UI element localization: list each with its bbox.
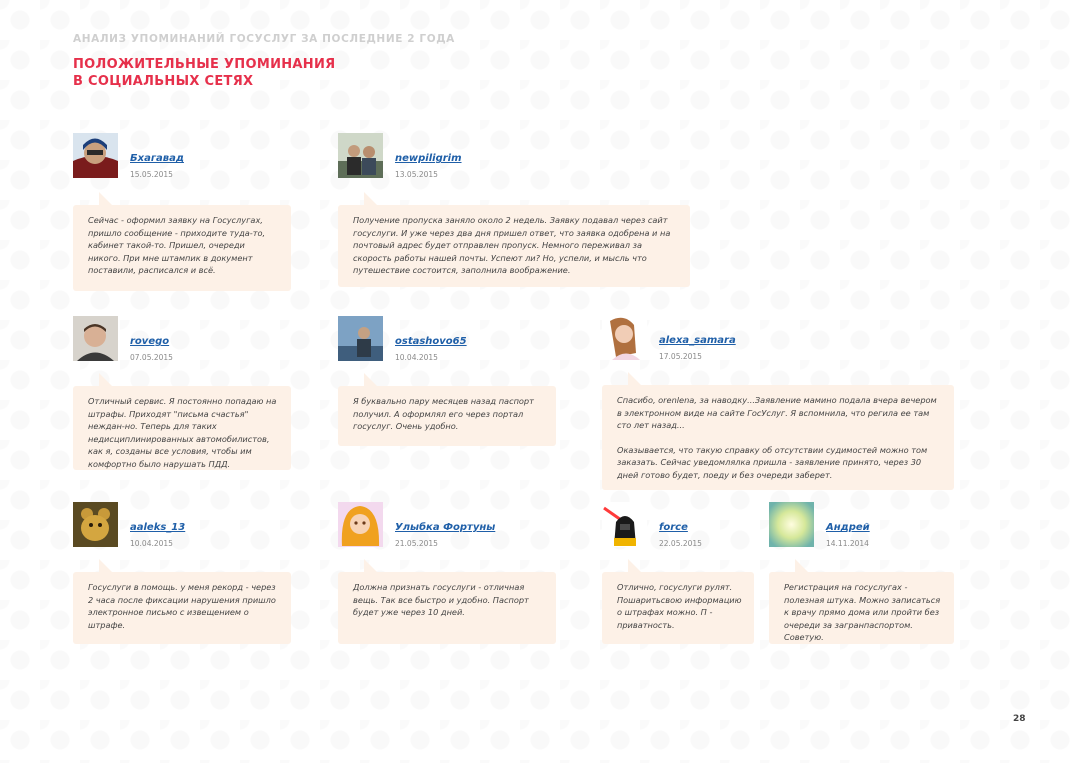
avatar[interactable]	[602, 502, 647, 547]
review-date: 14.11.2014	[826, 539, 869, 548]
avatar[interactable]	[73, 316, 118, 361]
review-author	[338, 502, 598, 548]
review-author	[602, 315, 862, 361]
author-name-link[interactable]: newpiligrim	[395, 153, 462, 164]
review-text	[769, 572, 954, 644]
review-text	[338, 205, 690, 287]
review-text	[73, 205, 291, 291]
page-title-line-2: В СОЦИАЛЬНЫХ СЕТЯХ	[73, 74, 254, 89]
review-text	[338, 386, 556, 446]
review-author	[73, 133, 333, 179]
page-number: 28	[1013, 714, 1026, 724]
author-name-link[interactable]: aaleks_13	[130, 522, 186, 533]
review-paragraph: Получение пропуска заняло около 2 недель. Заявку подавал через сайт госуслуги. И уже через два дня пришел ответ, что заявка одобрена и на почтовый адрес будет отправлен пропуск. Немного переживал за скорость работы нашей почты. Успеют ли? Но, успели, и мысль что путешествие состоится, заполнила воображение.	[353, 215, 671, 275]
review-author	[73, 502, 333, 548]
review-paragraph: Госуслуги в помощь. у меня рекорд - через 2 часа после фиксации нарушения пришло электронное письмо с извещением о штрафе.	[88, 582, 276, 630]
review-date: 07.05.2015	[130, 353, 173, 362]
review-paragraph: Оказывается, что такую справку об отсутствии судимостей можно том заказать. Сейчас уведомлялка пришла - заявление принято, через 30 дней готово будет, поеду и без очереди заберет.	[617, 444, 928, 480]
page-title	[73, 56, 335, 90]
review-author	[769, 502, 1029, 548]
review-paragraph: Спасибо, orenlena, за наводку...Заявление мамино подала вчера вечером в электронном виде на сайте ГосУслуг. Я вспомнила, что регила ее там сто лет назад...	[617, 395, 937, 430]
review-paragraph: Сейчас - оформил заявку на Госуслугах, пришло сообщение - приходите туда-то, кабинет такой-то. Пришел, очереди никого. При мне штампик в документ поставили, расписался и всё.	[88, 215, 266, 275]
review-date: 10.04.2015	[130, 539, 173, 548]
author-name-link[interactable]: ostashovo65	[395, 336, 467, 347]
avatar[interactable]	[338, 502, 383, 547]
review-paragraph: Отличный сервис. Я постоянно попадаю на штрафы. Приходят "письма счастья" неждан-но. Теперь для таких недисциплинированных автомобилистов, как я, созданы все условия, чтобы им комфортно было нарушать ПДД.	[88, 396, 277, 469]
review-text	[73, 572, 291, 644]
author-name-link[interactable]: Бхагавад	[130, 153, 184, 164]
review-date: 13.05.2015	[395, 170, 438, 179]
review-date: 17.05.2015	[659, 352, 702, 361]
review-author	[338, 316, 598, 362]
review-paragraph: Должна признать госуслуги - отличная вещь. Так все быстро и удобно. Паспорт будет уже через 10 дней.	[353, 582, 529, 617]
review-date: 22.05.2015	[659, 539, 702, 548]
review-paragraph: Отлично, госуслуги рулят. Пошаритьсвою информацию о штрафах можно. П - приватность.	[617, 582, 742, 630]
review-paragraph: Регистрация на госуслугах - полезная штука. Можно записаться к врачу прямо дома или пройти без очереди за загранпаспортом. Советую.	[784, 582, 941, 642]
review-date: 21.05.2015	[395, 539, 438, 548]
review-date: 15.05.2015	[130, 170, 173, 179]
review-text	[602, 385, 954, 490]
review-date: 10.04.2015	[395, 353, 438, 362]
review-author	[338, 133, 598, 179]
avatar[interactable]	[769, 502, 814, 547]
avatar[interactable]	[602, 315, 647, 360]
review-paragraph: Я буквально пару месяцев назад паспорт получил. А оформлял его через портал госуслуг. Очень удобно.	[353, 396, 534, 431]
author-name-link[interactable]: rovego	[130, 336, 170, 347]
avatar[interactable]	[338, 316, 383, 361]
author-name-link[interactable]: Улыбка Фортуны	[395, 522, 496, 533]
review-text	[602, 572, 754, 644]
page-supertitle: АНАЛИЗ УПОМИНАНИЙ ГОСУСЛУГ ЗА ПОСЛЕДНИЕ 2 ГОДА	[73, 33, 455, 45]
page-title-line-1: ПОЛОЖИТЕЛЬНЫЕ УПОМИНАНИЯ	[73, 57, 336, 72]
author-name-link[interactable]: force	[659, 522, 688, 533]
author-name-link[interactable]: alexa_samara	[659, 335, 736, 346]
avatar[interactable]	[338, 133, 383, 178]
author-name-link[interactable]: Андрей	[826, 522, 870, 533]
review-text	[73, 386, 291, 470]
avatar[interactable]	[73, 502, 118, 547]
review-author	[73, 316, 333, 362]
review-text	[338, 572, 556, 644]
avatar[interactable]	[73, 133, 118, 178]
